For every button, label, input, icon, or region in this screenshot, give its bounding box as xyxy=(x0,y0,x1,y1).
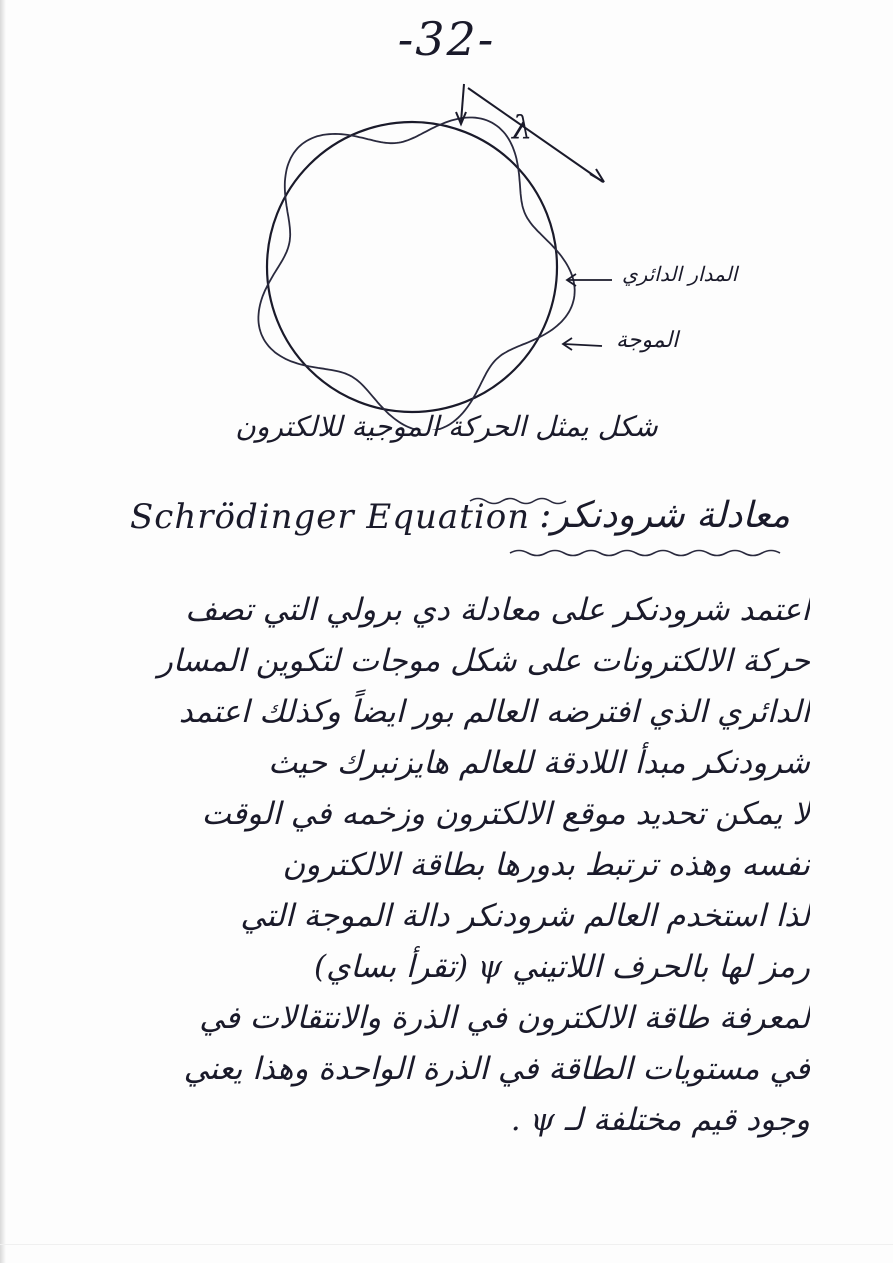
wave-pointer-arrow xyxy=(564,344,602,346)
figure-caption: شكل يمثل الحركة الموجية للالكترون xyxy=(235,410,658,443)
english-squiggle-overline xyxy=(470,499,566,504)
wave-label: الموجة xyxy=(616,328,679,353)
body-paragraph xyxy=(90,585,810,1146)
heading-english: Schrödinger Equation xyxy=(130,497,531,537)
page-bottom-edge xyxy=(0,1244,893,1245)
lambda-right-arrowhead xyxy=(590,169,604,182)
body-line: نفسه وهذه ترتبط بدورها بطاقة الالكترون xyxy=(282,847,810,883)
orbit-label: المدار الدائري xyxy=(622,262,738,286)
body-line: الدائري الذي افترضه العالم بور ايضاً وكذلك اعتمد xyxy=(178,694,810,730)
body-line: اعتمد شرودنكر على معادلة دي برولي التي تصف xyxy=(185,592,810,628)
electron-wave-figure xyxy=(240,70,800,430)
body-line: حركة الالكترونات على شكل موجات لتكوين المسار xyxy=(157,643,810,679)
body-line: رمز لها بالحرف اللاتيني ψ (تقرأ بساي) xyxy=(313,949,810,985)
heading-underlines xyxy=(100,495,790,565)
body-line: لذا استخدم العالم شرودنكر دالة الموجة التي xyxy=(240,898,810,934)
body-line: لمعرفة طاقة الالكترون في الذرة والانتقالات في xyxy=(199,1000,810,1036)
lambda-dimension-line xyxy=(468,88,603,182)
body-line: لا يمكن تحديد موقع الالكترون وزخمه في الوقت xyxy=(201,796,810,832)
circular-orbit xyxy=(267,122,557,412)
body-line: في مستويات الطاقة في الذرة الواحدة وهذا يعني xyxy=(183,1051,810,1087)
body-line: وجود قيم مختلفة لـ ψ . xyxy=(510,1102,810,1138)
section-heading xyxy=(100,495,790,565)
electron-wave xyxy=(258,118,574,431)
heading-arabic: معادلة شرودنكر: xyxy=(539,495,790,536)
body-line: شرودنكر مبدأ اللادقة للعالم هايزنبرك حيث xyxy=(268,745,810,781)
arabic-squiggle-underline xyxy=(510,551,780,556)
lambda-label: λ xyxy=(512,108,533,146)
page-edge-shadow xyxy=(0,0,6,1263)
page-number: -32- xyxy=(397,12,496,66)
